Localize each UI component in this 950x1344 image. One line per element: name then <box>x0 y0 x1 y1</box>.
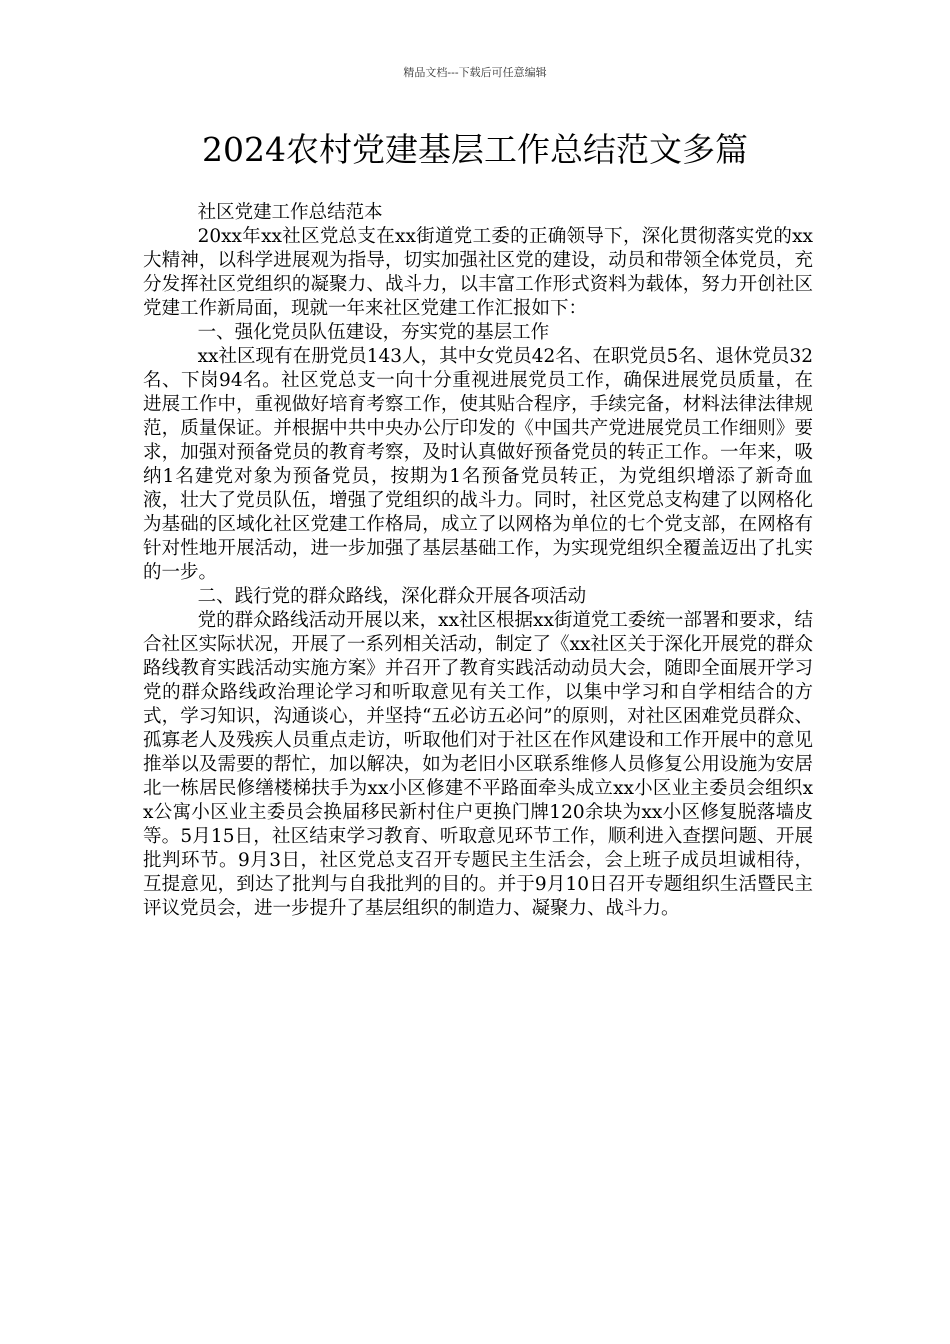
header-note: 精品文档---下载后可任意编辑 <box>403 66 547 79</box>
section-1-paragraph: xx社区现有在册党员143人，其中女党员42名、在职党员5名、退休党员32名、下岗94名。社区党总支一向十分重视进展党员工作，确保进展党员质量，在进展工作中，重视做好培育考察工作，使其贴合程序，手续完备，材料法律法律规范，质量保证。并根据中共中央办公厅印发的《中国共产党进展党员工作细则》要求，加强对预备党员的教育考察，及时认真做好预备党员的转正工作。一年来，吸纳1名建党对象为预备党员，按期为1名预备党员转正，为党组织增添了新奇血液，壮大了党员队伍，增强了党组织的战斗力。同时，社区党总支构建了以网格化为基础的区域化社区党建工作格局，成立了以网格为单位的七个党支部，在网格有针对性地开展活动，进一步加强了基层基础工作，为实现党组织全覆盖迈出了扎实的一步。 <box>143 346 813 583</box>
intro-paragraph: 20xx年xx社区党总支在xx街道党工委的正确领导下，深化贯彻落实党的xx大精神，以科学进展观为指导，切实加强社区党的建设，动员和带领全体党员，充分发挥社区党组织的凝聚力、战斗力，以丰富工作形式资料为载体，努力开创社区党建工作新局面，现就一年来社区党建工作汇报如下： <box>143 226 813 319</box>
document-body <box>143 201 813 921</box>
section-2-paragraph: 党的群众路线活动开展以来，xx社区根据xx街道党工委统一部署和要求，结合社区实际状况，开展了一系列相关活动，制定了《xx社区关于深化开展党的群众路线教育实践活动实施方案》并召开了教育实践活动动员大会，随即全面展开学习党的群众路线政治理论学习和听取意见有关工作，以集中学习和自学相结合的方式，学习知识，沟通谈心，并坚持“五必访五必问”的原则，对社区困难党员群众、孤寡老人及残疾人员重点走访，听取他们对于社区在作风建设和工作开展中的意见推举以及需要的帮忙，加以解决，如为老旧小区联系维修人员修复公用设施为安居北一栋居民修缮楼梯扶手为xx小区修建不平路面牵头成立xx小区业主委员会组织xx公寓小区业主委员会换届移民新村住户更换门牌120余块为xx小区修复脱落墙皮等。5月15日，社区结束学习教育、听取意见环节工作，顺利进入查摆问题、开展批判环节。9月3日，社区党总支召开专题民主生活会，会上班子成员坦诚相待，互提意见，到达了批判与自我批判的目的。并于9月10日召开专题组织生活暨民主评议党员会，进一步提升了基层组织的制造力、凝聚力、战斗力。 <box>143 610 813 919</box>
subtitle: 社区党建工作总结范本 <box>197 202 383 223</box>
section-1-heading: 一、强化党员队伍建设，夯实党的基层工作 <box>197 322 550 343</box>
section-2-heading: 二、践行党的群众路线，深化群众开展各项活动 <box>197 586 587 607</box>
document-title: 2024农村党建基层工作总结范文多篇 <box>202 130 748 169</box>
